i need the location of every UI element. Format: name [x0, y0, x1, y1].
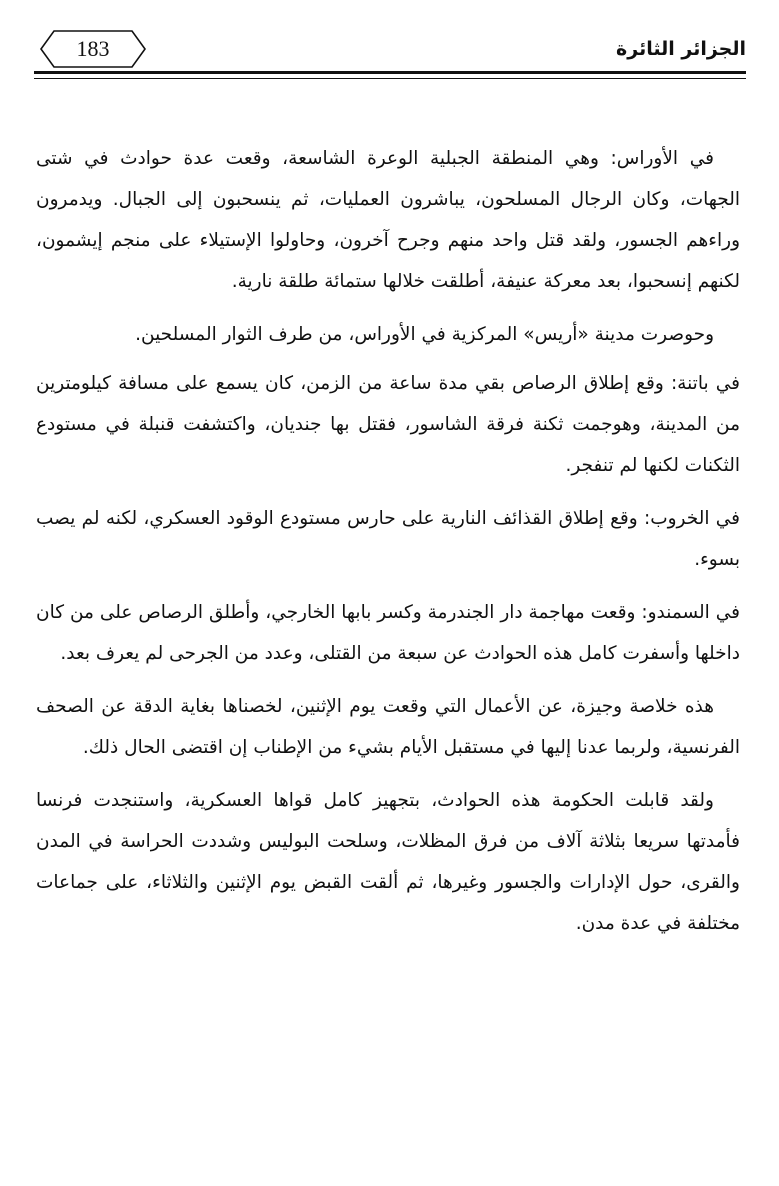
paragraph-smendou: في السمندو: وقعت مهاجمة دار الجندرمة وكسر بابها الخارجي، وأطلق الرصاص على من كان داخلها وأسفرت كامل هذه الحوادث عن سبعة من القتلى، وعدد من الجرحى لم يعرف بعد.	[36, 602, 740, 664]
page-header	[34, 24, 746, 86]
body-text	[36, 138, 740, 956]
paragraph-khroub: في الخروب: وقع إطلاق القذائف النارية على حارس مستودع الوقود العسكري، لكنه لم يصب بسوء.	[36, 508, 740, 570]
paragraph-aures: في الأوراس: وهي المنطقة الجبلية الوعرة الشاسعة، وقعت عدة حوادث في شتى الجهات، وكان الرجال المسلحون، يباشرون العمليات، ثم ينسحبون إلى الجبال. ويدمرون وراءهم الجسور، ولقد قتل واحد منهم وجرح آخرون، وحاولوا الإستيلاء على منجم إيشمون، لكنهم إنسحبوا، بعد معركة عنيفة، أطلقت خلالها ستمائة طلقة نارية.	[36, 148, 740, 292]
page-number-badge	[40, 30, 146, 68]
paragraph-summary: هذه خلاصة وجيزة، عن الأعمال التي وقعت يوم الإثنين، لخصناها بغاية الدقة عن الصحف الفرنسية، ولربما عدنا إليها في مستقبل الأيام بشيء من الإطناب إن اقتضى الحال ذلك.	[36, 696, 740, 758]
running-title: الجزائر الثائرة	[616, 38, 746, 60]
paragraph-government-response: ولقد قابلت الحكومة هذه الحوادث، بتجهيز كامل قواها العسكرية، واستنجدت فرنسا فأمدتها سريعا بثلاثة آلاف من فرق المظلات، وسلحت البوليس وشددت الحراسة في المدن والقرى، حول الإدارات والجسور وغيرها، ثم ألقت القبض يوم الإثنين والثلاثاء، على جماعات مختلفة في عدة مدن.	[36, 790, 740, 934]
page-number: 183	[76, 36, 110, 61]
header-rule-thin	[34, 78, 746, 79]
paragraph-batna: في باتنة: وقع إطلاق الرصاص بقي مدة ساعة من الزمن، كان يسمع على مسافة كيلومترين من المدينة، وهوجمت ثكنة فرقة الشاسور، فقتل بها جنديان، واكتشفت قنبلة في مستودع الثكنات لكنها لم تنفجر.	[36, 373, 740, 476]
header-rule-thick	[34, 71, 746, 74]
paragraph-arris: وحوصرت مدينة «أريس» المركزية في الأوراس، من طرف الثوار المسلحين.	[135, 324, 714, 345]
